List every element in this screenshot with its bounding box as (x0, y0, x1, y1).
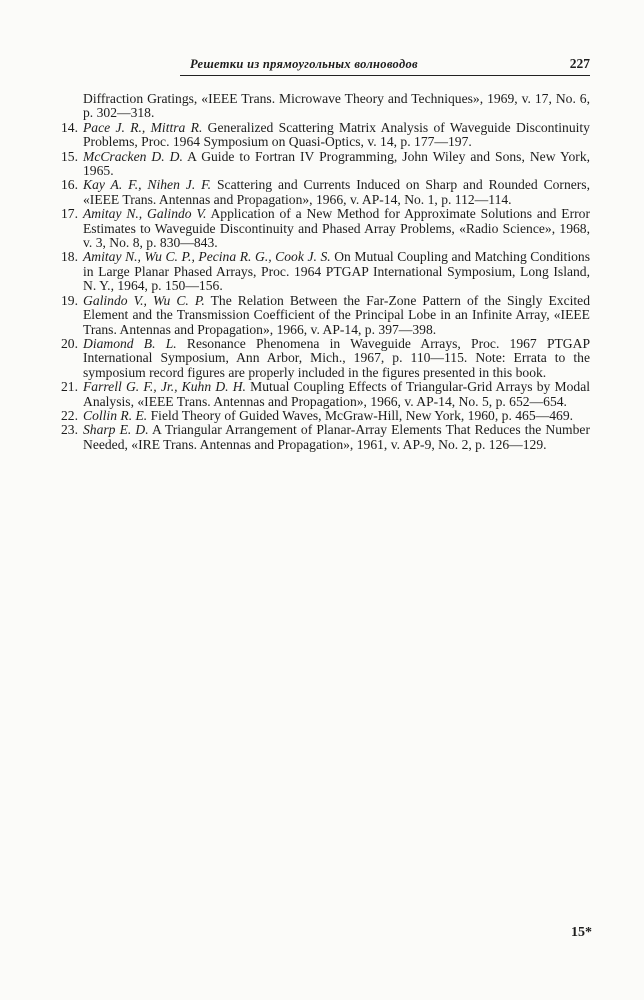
reference-text: A Guide to Fortran IV Programming, John Wiley and Sons, New York, 1965. (83, 148, 591, 179)
reference-text: Resonance Phenomena in Waveguide Arrays, Proc. 1967 PTGAP International Symposium, Ann Arbor, Mich., 1967, p. 110—115. Note: Errata to the symposium record figures are properly included in the figures presented in this book. (83, 335, 590, 380)
reference-authors: Pace J. R., Mittra R. (83, 119, 203, 135)
reference-authors: Kay A. F., Nihen J. F. (83, 177, 212, 193)
reference-number: 21. (61, 379, 78, 395)
reference-authors: Amitay N., Wu C. P., Pecina R. G., Cook J. S. (83, 249, 331, 265)
reference-number: 19. (61, 292, 78, 308)
reference-number: 17. (61, 206, 78, 222)
reference-number: 22. (61, 407, 78, 423)
reference-item (48, 294, 590, 337)
reference-number: 16. (61, 177, 78, 193)
reference-text: On Mutual Coupling and Matching Conditions in Large Planar Phased Arrays, Proc. 1964 PTGAP International Symposium, Long Island, N. Y., 1964, p. 150—156. (83, 249, 590, 294)
reference-list (48, 92, 590, 452)
reference-text: A Triangular Arrangement of Planar-Array Elements That Reduces the Number Needed, «IRE Trans. Antennas and Propagation», 1961, v. AP-9, No. 2, p. 126—129. (83, 422, 590, 452)
running-header (180, 55, 590, 76)
reference-item (48, 178, 590, 207)
reference-text: Generalized Scattering Matrix Analysis of Waveguide Discontinuity Problems, Proc. 1964 Symposium on Quasi-Optics, v. 14, p. 177—197. (83, 119, 590, 150)
reference-text: Diffraction Gratings, «IEEE Trans. Microwave Theory and Techniques», 1969, v. 17, No. 6, p. 302—318. (83, 91, 590, 121)
reference-authors: Amitay N., Galindo V. (83, 206, 207, 222)
reference-authors: Farrell G. F., Jr., Kuhn D. H. (83, 379, 246, 395)
signature-mark: 15* (571, 925, 592, 940)
reference-item (48, 409, 590, 423)
reference-number: 18. (61, 249, 78, 265)
reference-item (48, 337, 590, 380)
reference-authors: Galindo V., Wu C. P. (83, 292, 205, 308)
reference-authors: McCracken D. D. (83, 148, 183, 164)
reference-number: 23. (61, 422, 78, 438)
reference-text: Field Theory of Guided Waves, McGraw-Hill, New York, 1960, p. 465—469. (150, 407, 574, 423)
reference-number: 15. (61, 148, 78, 164)
running-title: Решетки из прямоугольных волноводов (190, 57, 418, 71)
reference-text: Scattering and Currents Induced on Sharp and Rounded Corners, «IEEE Trans. Antennas and Propagation», 1966, v. AP-14, No. 1, p. 112—114. (83, 177, 590, 207)
reference-text: Mutual Coupling Effects of Triangular-Grid Arrays by Modal Analysis, «IEEE Trans. Antennas and Propagation», 1966, v. AP-14, No. 5, p. 652—654. (83, 379, 590, 409)
reference-item (48, 121, 590, 150)
reference-text: The Relation Between the Far-Zone Pattern of the Singly Excited Element and the Transmission Coefficient of the Principal Lobe in an Infinite Array, «IEEE Trans. Antennas and Propagation», 1966, v. AP-14, p. 397—398. (83, 292, 590, 337)
reference-item (48, 150, 590, 179)
reference-text: Application of a New Method for Approximate Solutions and Error Estimates to Waveguide Discontinuity and Phased Array Problems, «Radio Science», 1968, v. 3, No. 8, p. 830—843. (83, 206, 590, 251)
reference-number: 20. (61, 335, 78, 351)
reference-item (48, 423, 590, 452)
reference-item (48, 92, 590, 121)
reference-authors: Sharp E. D. (83, 422, 149, 438)
reference-item (48, 380, 590, 409)
page-number: 227 (569, 56, 590, 71)
reference-authors: Diamond B. L. (83, 335, 177, 351)
reference-number: 14. (61, 119, 78, 135)
reference-authors: Collin R. E. (83, 407, 148, 423)
reference-item (48, 250, 590, 293)
reference-item (48, 207, 590, 250)
